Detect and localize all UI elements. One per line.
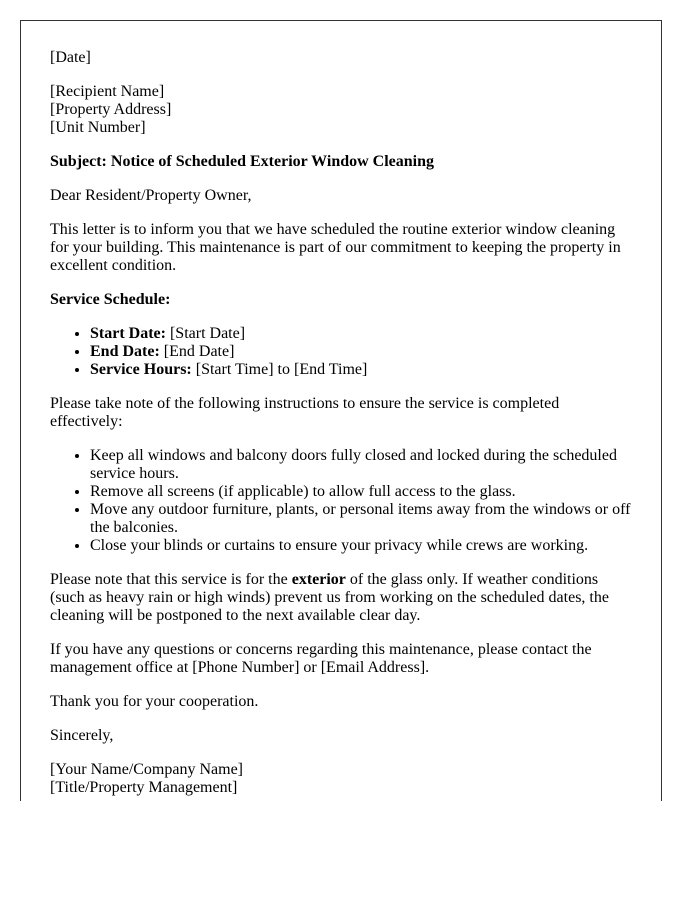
instruction-item: • Close your blinds or curtains to ensure your privacy while crews are working.: [90, 537, 632, 555]
note-text-after: of the glass only. If weather conditions (such as heavy rain or high winds) prevent us from working on the scheduled dates, the cleaning will be postponed to the next available clear day.: [50, 571, 609, 624]
recipient-address: [Property Address]: [50, 101, 172, 118]
schedule-value: [Start Date]: [165, 325, 246, 342]
salutation: Dear Resident/Property Owner,: [50, 187, 252, 204]
instruction-item: • Move any outdoor furniture, plants, or personal items away from the windows or off the balconies.: [90, 501, 632, 537]
letter-subject: Subject: Notice of Scheduled Exterior Window Cleaning: [50, 153, 435, 170]
letter-date: [Date]: [50, 49, 91, 66]
schedule-value: [Start Time] to [End Time]: [191, 361, 368, 378]
schedule-heading: Service Schedule:: [50, 291, 171, 308]
signature-title: [Title/Property Management]: [50, 779, 238, 796]
instructions-list: [50, 447, 632, 555]
recipient-name: [Recipient Name]: [50, 83, 165, 100]
recipient-unit: [Unit Number]: [50, 119, 146, 136]
recipient-block: [50, 83, 632, 137]
closing-line: Sincerely,: [50, 727, 114, 744]
schedule-value: [End Date]: [159, 343, 235, 360]
signature-block: [50, 761, 632, 797]
schedule-list: [50, 325, 632, 379]
contact-paragraph: If you have any questions or concerns regarding this maintenance, please contact the management office at [Phone Number] or [Email Address].: [50, 641, 592, 676]
note-emphasis: exterior: [291, 571, 346, 588]
instruction-item: • Remove all screens (if applicable) to allow full access to the glass.: [90, 483, 632, 501]
exterior-note-paragraph: [50, 571, 632, 625]
schedule-item-service-hours: [90, 361, 632, 379]
instruction-item: • Keep all windows and balcony doors fully closed and locked during the scheduled service hours.: [90, 447, 632, 483]
schedule-label: Start Date:: [90, 325, 166, 342]
instructions-intro: Please take note of the following instructions to ensure the service is completed effectively:: [50, 395, 560, 430]
signature-name: [Your Name/Company Name]: [50, 761, 244, 778]
schedule-label: Service Hours:: [90, 361, 192, 378]
letter-container: [20, 20, 662, 801]
schedule-item-end-date: [90, 343, 632, 361]
note-text-before: Please note that this service is for the: [50, 571, 292, 588]
thanks-line: Thank you for your cooperation.: [50, 693, 259, 710]
schedule-label: End Date:: [90, 343, 160, 360]
schedule-item-start-date: [90, 325, 632, 343]
intro-paragraph: This letter is to inform you that we have scheduled the routine exterior window cleaning for your building. This maintenance is part of our commitment to keeping the property in excellent condition.: [50, 221, 621, 274]
